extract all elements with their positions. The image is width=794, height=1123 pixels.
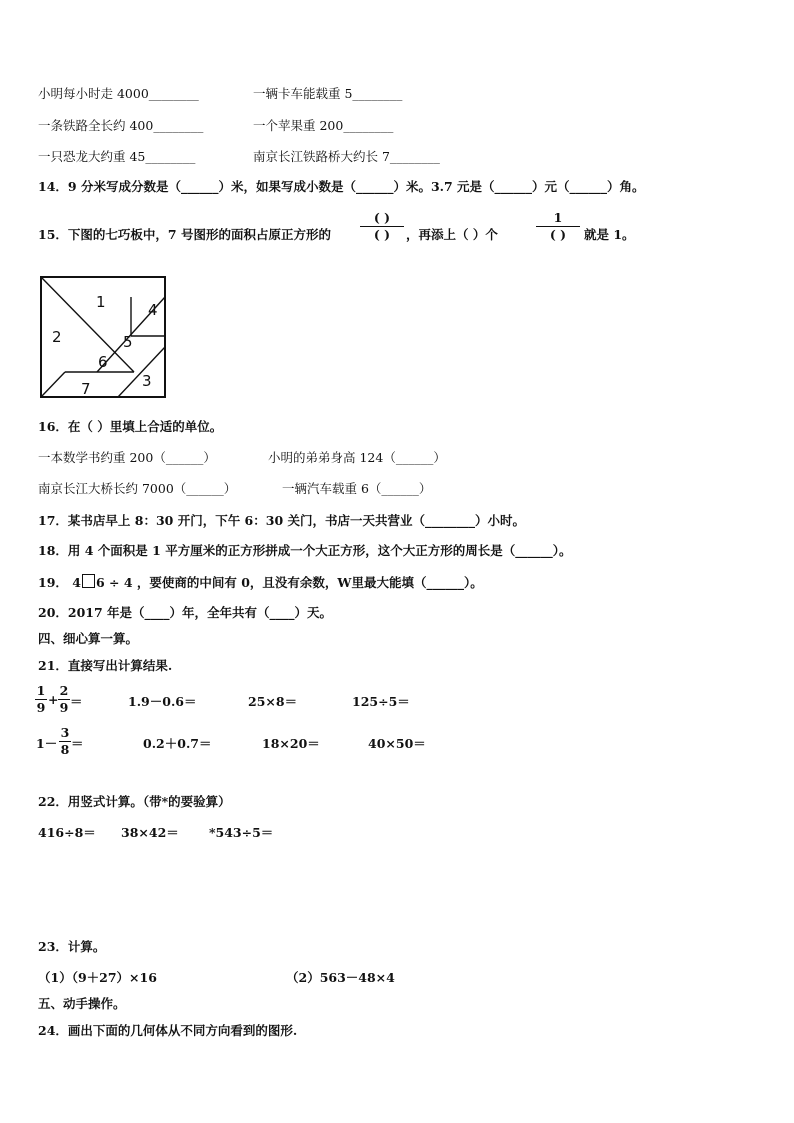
unit-line-bridge: 南京长江铁路桥大约长 7________ [253, 149, 440, 164]
question-14: 14．9 分米写成分数是（______）米，如果写成小数是（______）米。3.7 元是（______）元（______）角。 [38, 179, 645, 194]
tangram-label-5: 5 [123, 333, 133, 351]
calc-40-times-50: 40×50＝ [368, 736, 426, 751]
calc-125-div-5: 125÷5＝ [352, 694, 410, 709]
fraction-denominator: 9 [59, 700, 69, 715]
question-23-part-1: （1）（9＋27）×16 [38, 970, 157, 985]
question-18: 18．用 4 个面积是 1 平方厘米的正方形拼成一个大正方形，这个大正方形的周长是（______）。 [38, 543, 572, 558]
calc-25-times-8: 25×8＝ [248, 694, 298, 709]
calc-1-9-minus-0-6: 1.9－0.6＝ [128, 694, 197, 709]
question-23-part-2: （2）563－48×4 [286, 970, 395, 985]
fraction-numerator: 1 [553, 210, 563, 225]
question-16-b: 小明的弟弟身高 124（______） [268, 450, 446, 465]
question-23-title: 23．计算。 [38, 939, 106, 954]
calc-38-times-42: 38×42＝ [121, 825, 179, 840]
fraction-numerator: 3 [60, 725, 70, 740]
question-19-rest: 6 ÷ 4 ，要使商的中间有 0，且没有余数，W里最大能填（______）。 [95, 575, 483, 590]
question-24: 24．画出下面的几何体从不同方向看到的图形. [38, 1023, 298, 1038]
question-15-prefix: 15．下图的七巧板中，7 号图形的面积占原正方形的 [38, 227, 331, 242]
question-20: 20．2017 年是（____）年，全年共有（____）天。 [38, 605, 333, 620]
section-4-heading: 四、细心算一算。 [38, 631, 139, 646]
section-5-heading: 五、动手操作。 [38, 996, 126, 1011]
unit-line-truck: 一辆卡车能载重 5________ [253, 86, 403, 101]
question-22-title: 22．用竖式计算。（带*的要验算） [38, 794, 231, 809]
unit-line-walk: 小明每小时走 4000________ [38, 86, 199, 101]
tangram-figure [38, 274, 168, 400]
question-16-title: 16．在（ ）里填上合适的单位。 [38, 419, 223, 434]
question-19 [38, 573, 483, 591]
fraction-denominator: ( ) [549, 227, 567, 242]
question-16-c: 南京长江大桥长约 7000（______） [38, 481, 237, 496]
calc-18-times-20: 18×20＝ [262, 736, 320, 751]
fraction-denominator: 9 [36, 700, 46, 715]
fraction-denominator: 8 [60, 742, 70, 757]
question-17: 17．某书店早上 8：30 开门，下午 6：30 关门，书店一天共营业（________）小时。 [38, 513, 525, 528]
fraction-blank-1 [360, 210, 404, 243]
tangram-label-1: 1 [96, 293, 106, 311]
plus-sign: + [48, 692, 59, 707]
fraction-blank-2 [536, 210, 580, 243]
question-19-prefix: 19． 4 [38, 575, 81, 590]
calc-416-div-8: 416÷8＝ [38, 825, 96, 840]
tangram-label-2: 2 [52, 328, 62, 346]
tangram-label-4: 4 [148, 301, 158, 319]
tangram-label-6: 6 [98, 353, 108, 371]
fraction-numerator: ( ) [373, 210, 391, 225]
unit-line-dinosaur: 一只恐龙大约重 45________ [38, 149, 196, 164]
fraction-denominator: ( ) [373, 227, 391, 242]
question-21-title: 21．直接写出计算结果. [38, 658, 173, 673]
blank-box [82, 574, 95, 588]
fraction-one-ninth [35, 683, 47, 716]
tangram-label-7: 7 [81, 380, 91, 398]
calc-0-2-plus-0-7: 0.2＋0.7＝ [143, 736, 212, 751]
equals-sign: ＝ [71, 736, 84, 751]
calc-543-div-5: *543÷5＝ [209, 825, 274, 840]
tangram-diagonal [41, 277, 134, 372]
fraction-numerator: 1 [36, 683, 46, 698]
one-minus: 1－ [36, 736, 58, 751]
question-16-a: 一本数学书约重 200（______） [38, 450, 216, 465]
fraction-three-eighths [59, 725, 71, 758]
question-15-suffix: 就是 1。 [584, 227, 635, 242]
unit-line-railway: 一条铁路全长约 400________ [38, 118, 204, 133]
tangram-label-3: 3 [142, 372, 152, 390]
tangram-line-f [41, 372, 65, 397]
question-16-d: 一辆汽车载重 6（______） [282, 481, 432, 496]
fraction-numerator: 2 [59, 683, 69, 698]
unit-line-apple: 一个苹果重 200________ [253, 118, 394, 133]
equals-sign: ＝ [70, 694, 83, 709]
fraction-two-ninths [58, 683, 70, 716]
question-15-middle: ，再添上（ ）个 [406, 227, 498, 242]
